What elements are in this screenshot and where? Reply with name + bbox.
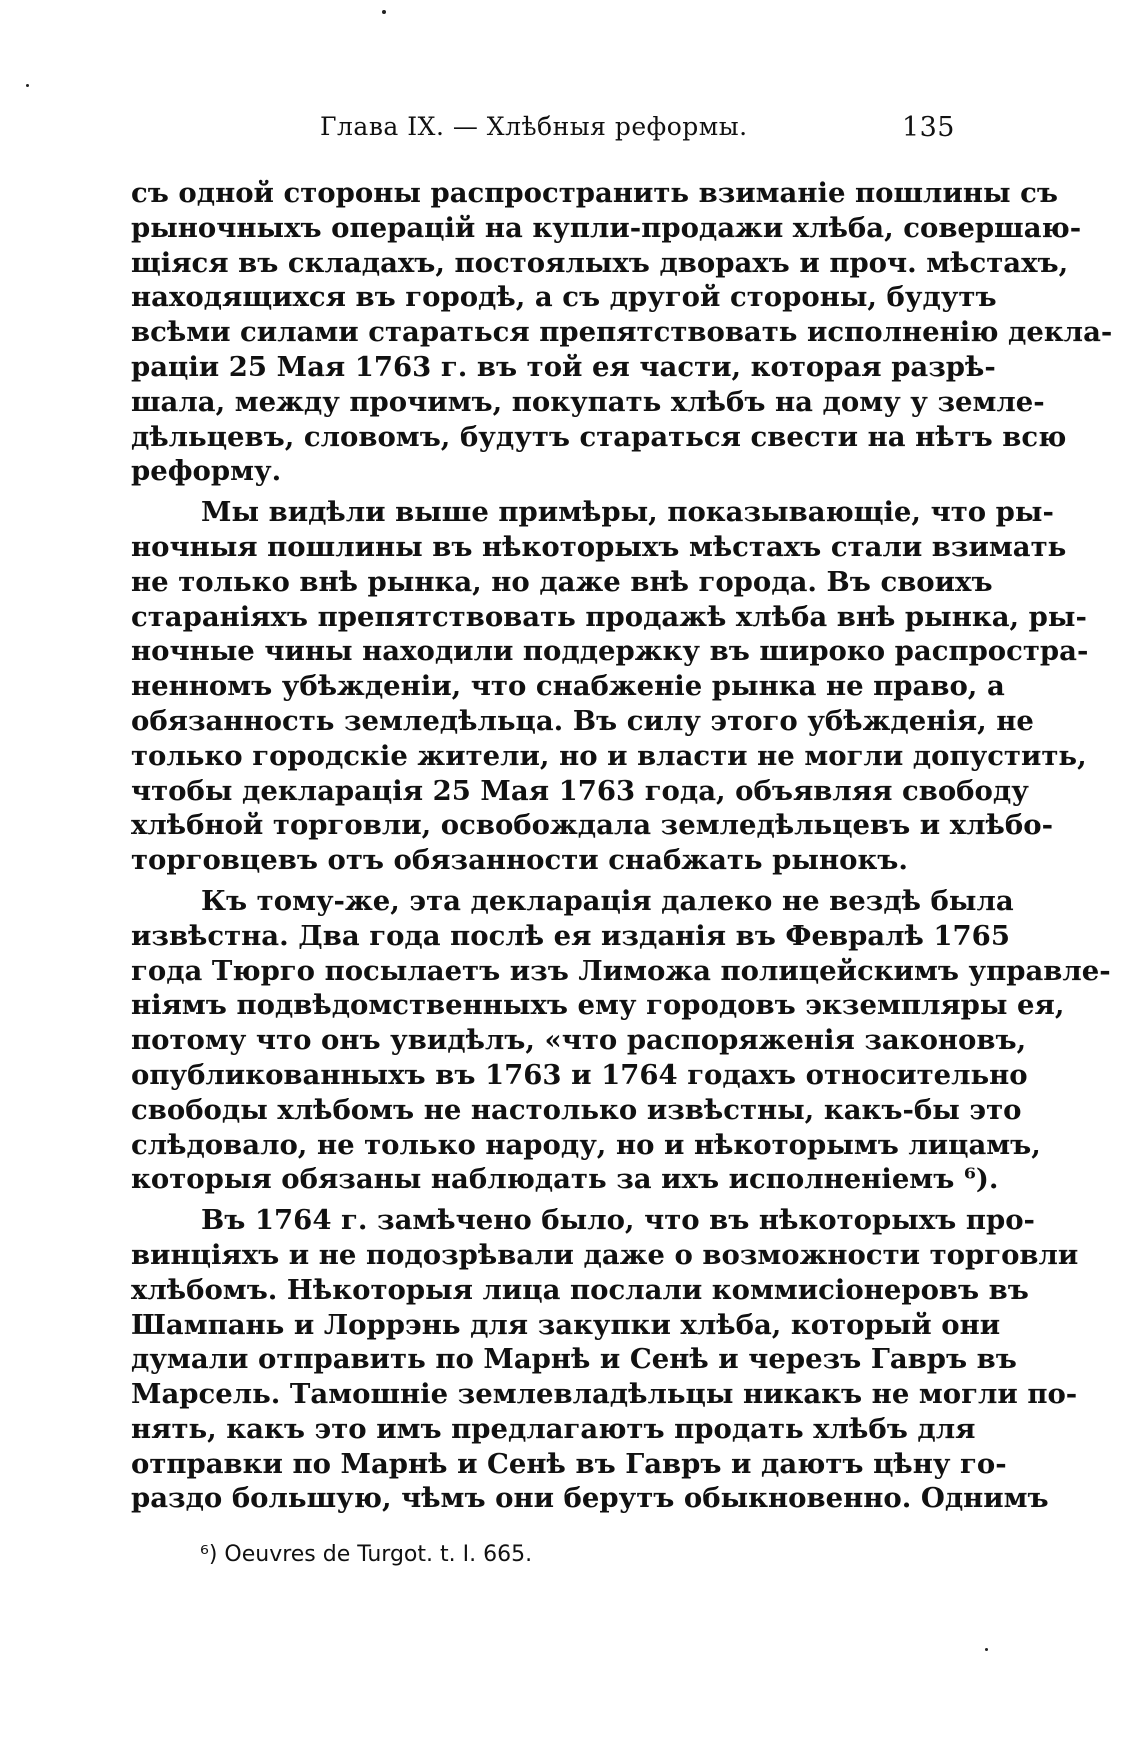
paragraph [131, 1203, 1079, 1516]
ink-speck [26, 84, 29, 87]
page-number: 135 [901, 112, 955, 143]
text-line: ночныя пошлины въ нѣкоторыхъ мѣстахъ стали взимать [131, 530, 1067, 563]
ink-speck [985, 1648, 988, 1651]
text-line: которыя обязаны наблюдать за ихъ исполненіемъ ⁶). [131, 1163, 999, 1196]
text-line: раціи 25 Мая 1763 г. въ той ея части, которая разрѣ- [131, 350, 996, 383]
text-line: винціяхъ и не подозрѣвали даже о возможности торговли [131, 1238, 1079, 1271]
text-line: опубликованныхъ въ 1763 и 1764 годахъ относительно [131, 1058, 1028, 1091]
text-line: свободы хлѣбомъ не настолько извѣстны, какъ-бы это [131, 1093, 1022, 1126]
text-line: хлѣбомъ. Нѣкоторыя лица послали коммисіонеровъ въ [131, 1273, 1029, 1306]
text-line: думали отправить по Марнѣ и Сенѣ и черезъ Гавръ въ [131, 1343, 1017, 1376]
text-line: Къ тому-же, эта декларація далеко не вездѣ была [201, 884, 1014, 917]
text-line: щіяся въ складахъ, постоялыхъ дворахъ и проч. мѣстахъ, [131, 246, 1069, 279]
text-line: шала, между прочимъ, покупать хлѣбъ на дому у земле- [131, 385, 1045, 418]
text-line: потому что онъ увидѣлъ, «что распоряженія законовъ, [131, 1024, 1027, 1057]
text-line: съ одной стороны распространить взиманіе пошлины съ [131, 177, 1058, 209]
text-line: раздо большую, чѣмъ они берутъ обыкновенно. Однимъ [131, 1482, 1049, 1515]
running-header [320, 112, 955, 148]
text-line: извѣстна. Два года послѣ ея изданія въ Февралѣ 1765 [131, 919, 1010, 952]
text-line: стараніяхъ препятствовать продажѣ хлѣба внѣ рынка, ры- [131, 600, 1087, 633]
text-line: Въ 1764 г. замѣчено было, что въ нѣкоторыхъ про- [201, 1204, 1035, 1237]
text-line: торговцевъ отъ обязанности снабжать рынокъ. [131, 844, 908, 877]
text-line: находящихся въ городѣ, а съ другой стороны, будутъ [131, 281, 997, 314]
text-line: ніямъ подвѣдомственныхъ ему городовъ экземпляры ея, [131, 989, 1065, 1022]
text-line: Шампань и Лоррэнь для закупки хлѣба, который они [131, 1308, 1001, 1341]
text-line: реформу. [131, 455, 282, 488]
text-line: отправки по Марнѣ и Сенѣ въ Гавръ и даютъ цѣну го- [131, 1447, 1007, 1480]
footnote: ⁶) Oeuvres de Turgot. t. I. 665. [200, 1542, 533, 1567]
text-line: обязанность земледѣльца. Въ силу этого убѣжденія, не [131, 704, 1034, 737]
paragraph [131, 176, 1113, 489]
text-line: ночные чины находили поддержку въ широко распростра- [131, 635, 1089, 668]
text-line: рыночныхъ операцій на купли-продажи хлѣба, совершаю- [131, 211, 1082, 244]
text-line: хлѣбной торговли, освобождала земледѣльцевъ и хлѣбо- [131, 809, 1053, 842]
text-line: всѣми силами стараться препятствовать исполненію декла- [131, 316, 1113, 349]
text-line: не только внѣ рынка, но даже внѣ города. Въ своихъ [131, 565, 993, 598]
text-line: Марсель. Тамошніе землевладѣльцы никакъ не могли по- [131, 1378, 1078, 1411]
paragraph [131, 884, 1111, 1197]
text-line: года Тюрго посылаетъ изъ Лиможа полицейскимъ управле- [131, 954, 1111, 987]
paragraph [131, 495, 1089, 878]
text-line: ненномъ убѣжденіи, что снабженіе рынка не право, а [131, 670, 1005, 703]
text-line: нять, какъ это имъ предлагаютъ продать хлѣбъ для [131, 1412, 976, 1445]
text-line: только городскіе жители, но и власти не могли допустить, [131, 739, 1087, 772]
chapter-title: Глава IX. — Хлѣбныя реформы. [320, 112, 748, 141]
text-line: слѣдовало, не только народу, но и нѣкоторымъ лицамъ, [131, 1128, 1041, 1161]
ink-speck [382, 10, 386, 14]
main-text [131, 176, 1113, 1522]
text-line: Мы видѣли выше примѣры, показывающіе, что ры- [201, 496, 1054, 529]
text-line: дѣльцевъ, словомъ, будутъ стараться свести на нѣтъ всю [131, 420, 1067, 453]
text-line: чтобы декларація 25 Мая 1763 года, объявляя свободу [131, 774, 1029, 807]
